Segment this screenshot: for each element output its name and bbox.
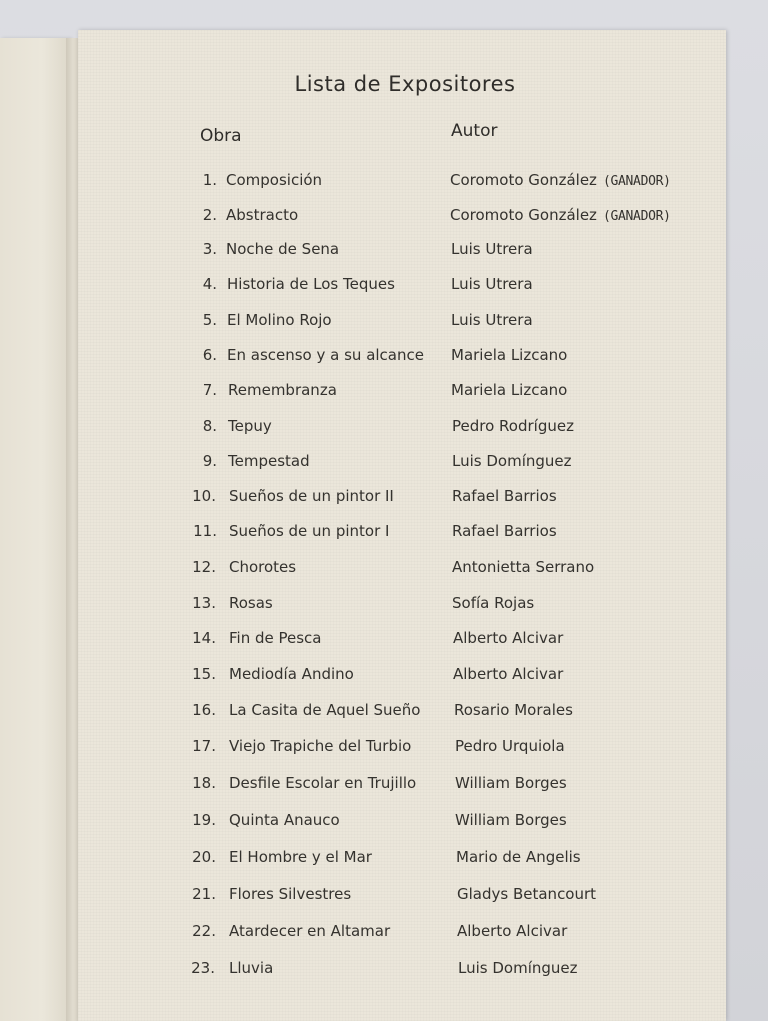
- entry-number: 21.: [192, 885, 216, 903]
- entry-autor-name: Coromoto González: [450, 206, 597, 224]
- list-item: [0, 811, 768, 835]
- entry-autor: [457, 922, 567, 940]
- entry-autor-name: Gladys Betancourt: [457, 885, 597, 903]
- entry-number: 10.: [192, 487, 216, 505]
- entry-obra: Tepuy: [228, 417, 272, 435]
- entry-autor: [454, 701, 573, 719]
- entry-autor-name: Pedro Rodríguez: [452, 417, 574, 435]
- entry-obra: Sueños de un pintor II: [229, 487, 394, 505]
- entry-number: 5.: [202, 311, 217, 329]
- entry-autor-name: Alberto Alcivar: [457, 922, 568, 940]
- entry-autor-name: William Borges: [455, 811, 567, 829]
- list-item: [0, 417, 768, 441]
- entry-number: 4.: [202, 275, 217, 293]
- entry-obra: Composición: [226, 171, 323, 189]
- list-item: [0, 922, 768, 946]
- entry-number: 16.: [192, 701, 216, 719]
- list-item: [0, 701, 768, 725]
- entry-number: 1.: [202, 171, 217, 189]
- entry-autor-name: Sofía Rojas: [452, 594, 535, 612]
- list-item: [0, 275, 768, 299]
- entry-obra: Tempestad: [228, 452, 310, 470]
- list-item: [0, 594, 768, 618]
- entry-obra: El Hombre y el Mar: [229, 848, 372, 866]
- entry-autor-name: Luis Utrera: [451, 311, 533, 329]
- entry-autor: [452, 487, 557, 505]
- entry-autor: [457, 885, 596, 903]
- entry-autor: [453, 665, 563, 683]
- entry-obra: Fin de Pesca: [229, 629, 322, 647]
- entry-autor-name: Mariela Lizcano: [451, 346, 568, 364]
- entry-number: 2.: [202, 206, 217, 224]
- entry-obra: Remembranza: [228, 381, 337, 399]
- entry-autor: [456, 848, 581, 866]
- entry-autor-name: Mariela Lizcano: [451, 381, 568, 399]
- entry-number: 18.: [192, 774, 216, 792]
- entry-number: 14.: [192, 629, 216, 647]
- entry-autor: [452, 452, 572, 470]
- entry-autor: [451, 346, 567, 364]
- entry-autor: [458, 959, 578, 977]
- entry-number: 7.: [202, 381, 217, 399]
- list-item: [0, 206, 768, 230]
- list-item: [0, 240, 768, 264]
- entry-obra: Mediodía Andino: [229, 665, 354, 683]
- entry-autor: [451, 240, 533, 258]
- list-item: [0, 346, 768, 370]
- list-item: [0, 311, 768, 335]
- entry-obra: Viejo Trapiche del Turbio: [229, 737, 412, 755]
- entry-obra: Flores Silvestres: [229, 885, 352, 903]
- entry-number: 19.: [192, 811, 216, 829]
- entry-obra: Historia de Los Teques: [227, 275, 395, 293]
- entry-autor: [451, 381, 567, 399]
- entry-number: 6.: [202, 346, 217, 364]
- list-item: [0, 629, 768, 653]
- entry-autor: [451, 311, 533, 329]
- list-item: [0, 522, 768, 546]
- entry-number: 20.: [192, 848, 216, 866]
- entry-autor: [455, 811, 567, 829]
- entry-obra: Abstracto: [226, 206, 299, 224]
- entry-obra: Noche de Sena: [226, 240, 340, 258]
- entry-obra: Rosas: [229, 594, 273, 612]
- entry-number: 8.: [202, 417, 217, 435]
- entry-autor: [450, 206, 671, 224]
- entry-number: 3.: [202, 240, 217, 258]
- entry-number: 11.: [193, 522, 217, 540]
- entry-autor: [455, 737, 565, 755]
- list-item: [0, 487, 768, 511]
- entry-autor-name: Alberto Alcivar: [453, 629, 564, 647]
- entry-number: 13.: [192, 594, 216, 612]
- winner-tag: (GANADOR): [602, 174, 671, 189]
- column-header-autor: Autor: [451, 121, 498, 141]
- entry-obra: Atardecer en Altamar: [229, 922, 391, 940]
- entry-autor: [452, 522, 557, 540]
- entry-autor: [455, 774, 567, 792]
- entry-number: 15.: [192, 665, 216, 683]
- entry-obra: Chorotes: [229, 558, 297, 576]
- entry-autor-name: Coromoto González: [450, 171, 597, 189]
- entry-autor: [453, 629, 563, 647]
- entry-autor-name: Luis Utrera: [451, 275, 533, 293]
- entry-autor-name: Antonietta Serrano: [452, 558, 595, 576]
- entry-obra: Desfile Escolar en Trujillo: [229, 774, 417, 792]
- entry-autor-name: William Borges: [455, 774, 567, 792]
- list-item: [0, 665, 768, 689]
- list-item: [0, 452, 768, 476]
- entry-autor-name: Alberto Alcivar: [453, 665, 564, 683]
- column-header-obra: Obra: [200, 126, 242, 146]
- entry-autor-name: Luis Utrera: [451, 240, 533, 258]
- entry-autor-name: Rafael Barrios: [452, 522, 557, 540]
- entry-autor: [451, 275, 533, 293]
- entry-autor-name: Luis Domínguez: [452, 452, 572, 470]
- entry-obra: En ascenso y a su alcance: [227, 346, 424, 364]
- entry-autor-name: Rosario Morales: [454, 701, 573, 719]
- winner-tag: (GANADOR): [602, 209, 671, 224]
- list-item: [0, 959, 768, 983]
- entry-number: 9.: [202, 452, 217, 470]
- entry-autor-name: Mario de Angelis: [456, 848, 581, 866]
- entry-autor: [452, 594, 534, 612]
- entry-autor-name: Rafael Barrios: [452, 487, 557, 505]
- entry-number: 22.: [192, 922, 216, 940]
- list-item: [0, 737, 768, 761]
- entry-obra: Lluvia: [229, 959, 274, 977]
- list-item: [0, 381, 768, 405]
- entry-autor-name: Luis Domínguez: [458, 959, 578, 977]
- entry-obra: El Molino Rojo: [227, 311, 332, 329]
- list-item: [0, 774, 768, 798]
- entry-number: 17.: [192, 737, 216, 755]
- entry-autor: [452, 558, 594, 576]
- list-item: [0, 171, 768, 195]
- entry-autor: [452, 417, 574, 435]
- entry-obra: Sueños de un pintor I: [229, 522, 390, 540]
- entry-obra: La Casita de Aquel Sueño: [229, 701, 421, 719]
- entry-autor-name: Pedro Urquiola: [455, 737, 565, 755]
- list-item: [0, 558, 768, 582]
- entry-autor: [450, 171, 671, 189]
- entry-obra: Quinta Anauco: [229, 811, 340, 829]
- list-item: [0, 848, 768, 872]
- list-item: [0, 885, 768, 909]
- entry-number: 12.: [192, 558, 216, 576]
- entry-number: 23.: [191, 959, 215, 977]
- document-title: Lista de Expositores: [294, 72, 516, 96]
